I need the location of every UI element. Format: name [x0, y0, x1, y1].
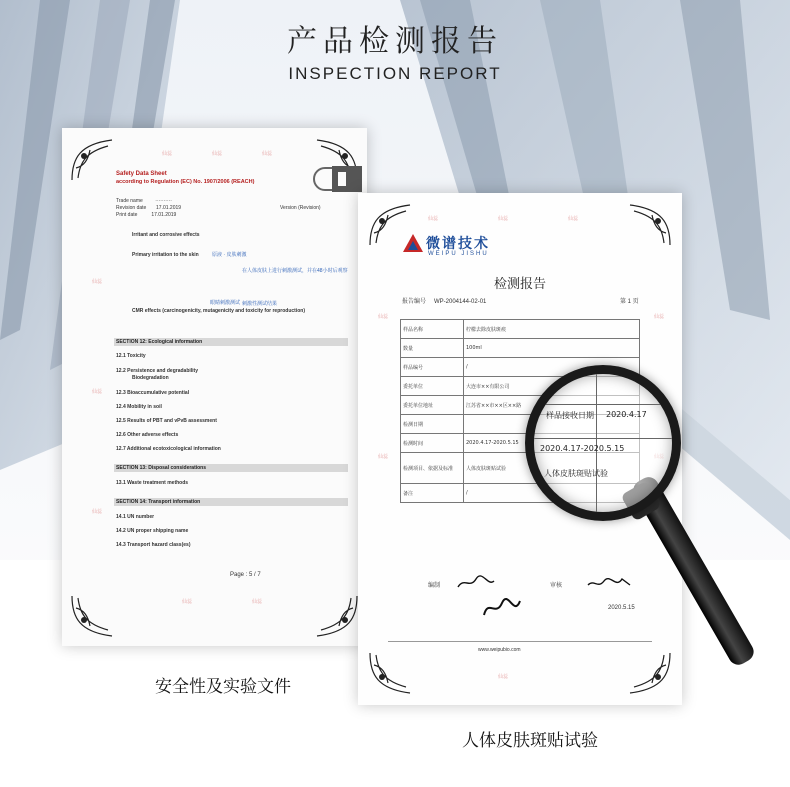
cmr-heading: CMR effects (carcinogenicity, mutagenicity and toxicity for reproduction): [132, 308, 305, 314]
watermark: 仙蕊: [498, 216, 509, 222]
signature-label: 审核: [550, 583, 563, 589]
footer-url: www.weipubio.com: [478, 647, 521, 653]
ornament-corner-icon: [70, 138, 114, 182]
signature-date: 2020.5.15: [608, 605, 635, 611]
sds-item: 12.4 Mobility in soil: [116, 404, 162, 410]
sds-item: 12.7 Additional ecotoxicological information: [116, 446, 221, 452]
section-13-bar: SECTION 13: Disposal considerations: [114, 464, 348, 472]
brand-name-en: WEIPU JISHU: [428, 251, 489, 257]
watermark: 仙蕊: [654, 314, 665, 320]
sds-item: 12.2 Persistence and degradability: [116, 368, 198, 374]
report-title: 检测报告: [493, 277, 546, 292]
meta-row: Revision date 17.01.2019: [116, 205, 182, 211]
watermark: 仙蕊: [262, 151, 273, 157]
watermark: 仙蕊: [378, 314, 389, 320]
watermark: 仙蕊: [252, 599, 263, 605]
sds-regulation: according to Regulation (EC) No. 1907/2006 (REACH): [116, 179, 255, 185]
sds-item: 14.1 UN number: [116, 514, 155, 520]
magnified-sample-date-label: 样品接收日期: [546, 411, 594, 420]
meta-row: Print date 17.01.2019: [116, 212, 177, 218]
footer-divider: [388, 641, 652, 642]
safety-data-sheet-document: [62, 128, 367, 646]
page-number: Page : 5 / 7: [230, 572, 261, 578]
watermark: 仙蕊: [212, 151, 223, 157]
cn-note: 原液 · 皮肤刺激: [212, 252, 247, 258]
sds-item: 13.1 Waste treatment methods: [116, 480, 189, 486]
table-row: 备注 /: [401, 484, 640, 503]
caption-safety-documents: 安全性及实验文件: [155, 677, 291, 697]
magnified-sample-date: 2020.4.17: [606, 410, 647, 419]
sds-item: 12.1 Toxicity: [116, 353, 146, 359]
magnified-test-period: 2020.4.17-2020.5.15: [540, 444, 625, 453]
caption-patch-test: 人体皮肤斑贴试验: [462, 731, 598, 751]
ornament-corner-icon: [70, 594, 114, 638]
report-number-label: 报告编号: [402, 299, 427, 305]
sds-item: Biodegradation: [132, 375, 169, 381]
primary-irritation: Primary irritation to the skin: [132, 252, 199, 258]
irritant-heading: Irritant and corrosive effects: [132, 232, 200, 238]
sds-item: 12.6 Other adverse effects: [116, 432, 179, 438]
ornament-corner-icon: [368, 651, 412, 695]
sds-item: 12.3 Bioaccumulative potential: [116, 390, 190, 396]
cn-note: 刺激性测试结果: [242, 301, 278, 307]
sds-item: 12.5 Results of PBT and vPvB assessment: [116, 418, 217, 424]
watermark: 仙蕊: [92, 509, 103, 515]
table-row: 委托单位 大连市××有限公司: [401, 377, 640, 396]
ornament-corner-icon: [628, 203, 672, 247]
watermark: 仙蕊: [92, 279, 103, 285]
table-row: 检测时间 2020.4.17-2020.5.15: [401, 434, 640, 453]
sds-item: 14.3 Transport hazard class(es): [116, 542, 191, 548]
watermark: 仙蕊: [182, 599, 193, 605]
page-subtitle: INSPECTION REPORT: [288, 64, 502, 83]
table-row: 样品编号 /: [401, 358, 640, 377]
table-row: 数量 100ml: [401, 339, 640, 358]
signature-stamp: [586, 575, 632, 591]
watermark: 仙蕊: [568, 216, 579, 222]
watermark: 仙蕊: [162, 151, 173, 157]
version-label: Version (Revision): [280, 205, 321, 211]
page-number: 第 1 页: [620, 299, 639, 305]
cn-note: 在人体皮肤上进行刺激测试，并在48小时后观察: [242, 268, 348, 274]
signature-stamp: [456, 575, 496, 591]
watermark: 仙蕊: [378, 454, 389, 460]
cn-note: 眼睛刺激测试: [210, 300, 241, 306]
meta-row: Trade name ··········: [116, 198, 172, 204]
watermark: 仙蕊: [428, 216, 439, 222]
company-logo-icon: [312, 164, 367, 194]
sds-heading: Safety Data Sheet: [116, 171, 167, 177]
magnified-test-item: 人体皮肤斑贴试验: [544, 469, 608, 478]
table-row: 样品名称 柠檬去除皮肤斑痕: [401, 320, 640, 339]
magnifying-glass-icon: [525, 365, 681, 521]
table-row: 检测项目、依据及标准 人体皮肤斑贴试验: [401, 453, 640, 484]
sds-item: 14.2 UN proper shipping name: [116, 528, 189, 534]
table-row: 委托单位地址 江苏省××市××区××路: [401, 396, 640, 415]
watermark: 仙蕊: [92, 389, 103, 395]
ornament-corner-icon: [315, 594, 359, 638]
signature-label: 编制: [428, 583, 441, 589]
watermark: 仙蕊: [498, 674, 509, 680]
section-12-bar: SECTION 12: Ecological information: [114, 338, 348, 346]
report-number: WP-2004144-02-01: [434, 299, 487, 305]
signature-stamp: [482, 597, 522, 619]
page-title: 产品检测报告: [287, 24, 503, 59]
brand-name: 微谱技术: [426, 236, 490, 252]
section-14-bar: SECTION 14: Transport information: [114, 498, 348, 506]
ornament-corner-icon: [628, 651, 672, 695]
weipu-logo-icon: [402, 233, 424, 253]
table-row: 检测日期: [401, 415, 640, 434]
